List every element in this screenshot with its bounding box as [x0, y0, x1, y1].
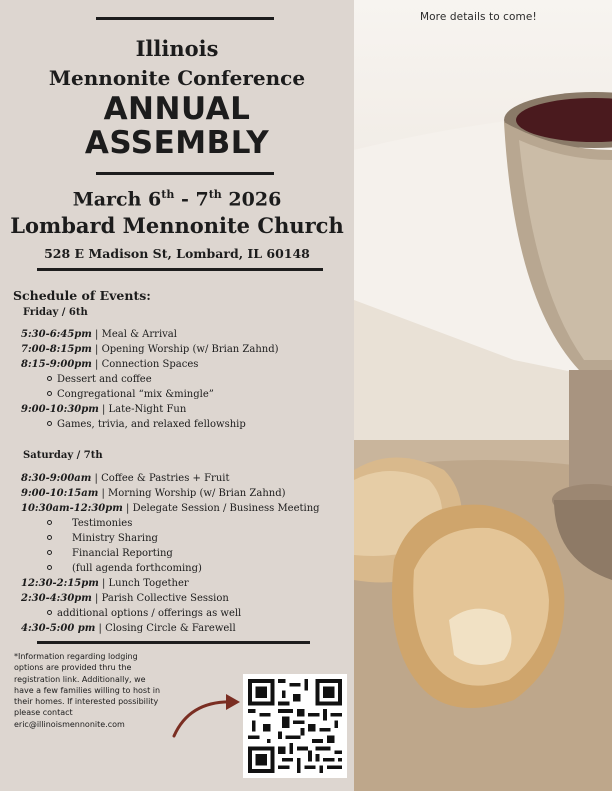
- schedule-item: [21, 359, 198, 370]
- item-time: 8:30-9:00am: [21, 473, 92, 484]
- item-desc: | Parish Collective Session: [91, 593, 229, 604]
- lodging-note: *Information regarding lodging options are provided thru the registration link. Additionally, we have a few families willing to host in their homes. If interested possibility please contact eric@illinoismennonite.com: [14, 652, 161, 729]
- mid-rule: [96, 172, 274, 175]
- bullet-icon: [47, 610, 52, 615]
- item-desc: | Late-Night Fun: [98, 404, 187, 415]
- venue-address: 528 E Madison St, Lombard, IL 60148: [44, 246, 310, 261]
- schedule-subitem: [47, 563, 202, 574]
- item-desc: | Opening Worship (w/ Brian Zahnd): [91, 344, 279, 355]
- schedule-item: [21, 329, 177, 340]
- schedule-item: [21, 578, 189, 589]
- chalice-bread-photo: [354, 0, 612, 791]
- schedule-subitem: [47, 518, 132, 529]
- saturday-label: Saturday / 7th: [23, 450, 103, 461]
- subitem-text: Dessert and coffee: [57, 374, 152, 385]
- subitem-text: Congregational “mix &mingle”: [57, 389, 214, 400]
- subitem-text: Ministry Sharing: [72, 533, 158, 544]
- bullet-icon: [47, 391, 52, 396]
- dates-suffix: 2026: [221, 188, 282, 211]
- item-time: 9:00-10:30pm: [21, 404, 99, 415]
- subitem-text: Testimonies: [72, 518, 133, 529]
- item-desc: | Lunch Together: [98, 578, 189, 589]
- top-rule: [96, 17, 274, 20]
- schedule-item: [21, 473, 229, 484]
- schedule-subitem: [47, 389, 214, 400]
- schedule-item: [21, 488, 286, 499]
- venue-name: Lombard Mennonite Church: [10, 213, 344, 238]
- bullet-icon: [47, 520, 52, 525]
- bullet-icon: [47, 535, 52, 540]
- item-desc: | Delegate Session / Business Meeting: [122, 503, 320, 514]
- item-time: 4:30-5:00 pm: [21, 623, 96, 634]
- dates-mid: - 7: [174, 188, 209, 211]
- subitem-text: (full agenda forthcoming): [72, 563, 202, 574]
- arrow-icon: [168, 690, 248, 742]
- schedule-subitem: [47, 548, 173, 559]
- bullet-icon: [47, 421, 52, 426]
- schedule-item: [21, 344, 279, 355]
- schedule-item: [21, 404, 186, 415]
- dates-prefix: March 6: [72, 188, 162, 211]
- schedule-subitem: [47, 533, 158, 544]
- item-time: 12:30-2:15pm: [21, 578, 99, 589]
- item-time: 9:00-10:15am: [21, 488, 99, 499]
- schedule-item: [21, 503, 320, 514]
- bullet-icon: [47, 376, 52, 381]
- subitem-text: additional options / offerings as well: [57, 608, 242, 619]
- schedule-bottom-rule: [37, 641, 310, 644]
- schedule-item: [21, 623, 236, 634]
- qr-code-icon: [248, 679, 342, 773]
- item-time: 7:00-8:15pm: [21, 344, 92, 355]
- item-time: 2:30-4:30pm: [21, 593, 92, 604]
- more-details-text: More details to come!: [420, 11, 537, 23]
- schedule-subitem: [47, 608, 241, 619]
- bullet-icon: [47, 565, 52, 570]
- dates-sup-1: th: [161, 188, 175, 201]
- registration-qr-code[interactable]: [243, 674, 347, 778]
- item-time: 8:15-9:00pm: [21, 359, 92, 370]
- org-name-line1: Illinois: [135, 36, 219, 61]
- schedule-item: [21, 593, 229, 604]
- item-desc: | Closing Circle & Farewell: [95, 623, 236, 634]
- dates-sup-2: th: [208, 188, 222, 201]
- schedule-title: Schedule of Events:: [13, 288, 151, 303]
- item-desc: | Meal & Arrival: [91, 329, 177, 340]
- friday-label: Friday / 6th: [23, 307, 88, 318]
- event-dates: [0, 188, 354, 210]
- event-title-line2: ASSEMBLY: [84, 125, 270, 161]
- bullet-icon: [47, 550, 52, 555]
- schedule-subitem: [47, 374, 152, 385]
- event-title: [0, 92, 354, 160]
- item-desc: | Morning Worship (w/ Brian Zahnd): [98, 488, 286, 499]
- address-rule: [37, 268, 323, 271]
- photo-illustration: [354, 0, 612, 791]
- item-desc: | Coffee & Pastries + Fruit: [91, 473, 230, 484]
- org-name-line2: Mennonite Conference: [48, 66, 306, 90]
- schedule-subitem: [47, 419, 246, 430]
- item-time: 10:30am-12:30pm: [21, 503, 123, 514]
- item-time: 5:30-6:45pm: [21, 329, 92, 340]
- subitem-text: Financial Reporting: [72, 548, 173, 559]
- event-title-line1: ANNUAL: [103, 91, 251, 127]
- item-desc: | Connection Spaces: [91, 359, 199, 370]
- subitem-text: Games, trivia, and relaxed fellowship: [57, 419, 246, 430]
